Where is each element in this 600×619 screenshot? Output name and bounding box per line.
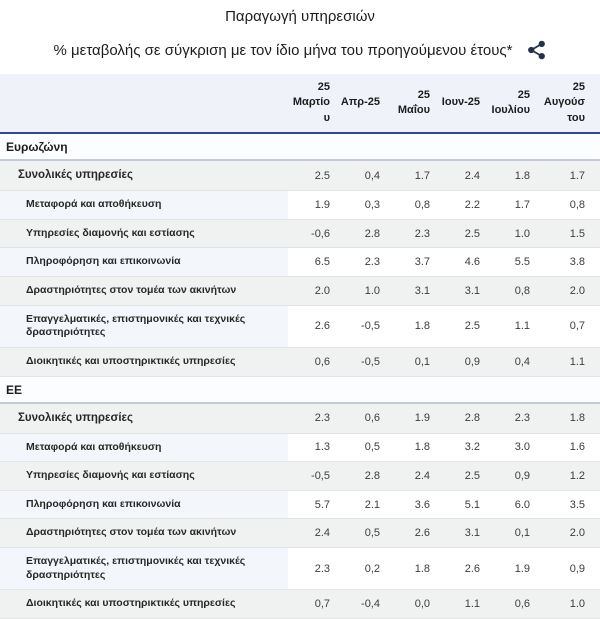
table-row: [0, 191, 600, 220]
subtitle-row: [0, 39, 600, 61]
value-cell: -0,5: [338, 305, 388, 347]
table-subtitle: % μεταβολής σε σύγκριση με τον ίδιο μήνα του προηγούμενου έτους*: [53, 41, 513, 59]
table-row: [0, 519, 600, 548]
value-cell: 1.7: [388, 160, 438, 190]
row-label: Δραστηριότητες στον τομέα των ακινήτων: [0, 277, 288, 306]
value-cell: 0,6: [338, 403, 388, 433]
value-cell: 3.0: [488, 433, 538, 462]
value-cell: 3.7: [388, 248, 438, 277]
table-row: [0, 347, 600, 376]
value-cell: 3.5: [538, 490, 600, 519]
value-cell: 0,3: [338, 191, 388, 220]
value-cell: 6.5: [288, 248, 338, 277]
value-cell: 1.5: [538, 219, 600, 248]
value-cell: 2.4: [288, 519, 338, 548]
value-cell: 2.5: [438, 219, 488, 248]
value-cell: 1.0: [488, 219, 538, 248]
section-label: ΕΕ: [0, 376, 600, 403]
table-row: [0, 490, 600, 519]
value-cell: 1.8: [388, 305, 438, 347]
table-row: [0, 433, 600, 462]
value-cell: 1.8: [488, 160, 538, 190]
value-cell: 2.8: [338, 462, 388, 491]
row-label: Πληροφόρηση και επικοινωνία: [0, 490, 288, 519]
value-cell: 2.5: [438, 305, 488, 347]
value-cell: 5.1: [438, 490, 488, 519]
value-cell: 2.0: [538, 519, 600, 548]
value-cell: 1.0: [538, 590, 600, 619]
value-cell: 3.1: [438, 519, 488, 548]
value-cell: 0,8: [538, 191, 600, 220]
value-cell: 3.1: [388, 277, 438, 306]
value-cell: -0,5: [288, 462, 338, 491]
value-cell: 5.7: [288, 490, 338, 519]
value-cell: 1.1: [438, 590, 488, 619]
value-cell: 2.5: [288, 160, 338, 190]
services-table: [0, 74, 600, 619]
value-cell: 0,8: [488, 277, 538, 306]
value-cell: 1.9: [388, 403, 438, 433]
value-cell: 0,4: [488, 347, 538, 376]
value-cell: 0,6: [288, 347, 338, 376]
value-cell: 1.9: [488, 548, 538, 590]
value-cell: 0,6: [488, 590, 538, 619]
row-label: Συνολικές υπηρεσίες: [0, 160, 288, 190]
row-label: Διοικητικές και υποστηρικτικές υπηρεσίες: [0, 590, 288, 619]
value-cell: 2.3: [388, 219, 438, 248]
column-header: Απρ-25: [338, 74, 388, 133]
value-cell: 2.2: [438, 191, 488, 220]
table-head: [0, 74, 600, 133]
table-row: [0, 403, 600, 433]
value-cell: 1.6: [538, 433, 600, 462]
value-cell: 2.3: [288, 403, 338, 433]
value-cell: 1.0: [338, 277, 388, 306]
row-label: Υπηρεσίες διαμονής και εστίασης: [0, 462, 288, 491]
value-cell: 2.4: [388, 462, 438, 491]
value-cell: 2.0: [538, 277, 600, 306]
value-cell: 0,9: [488, 462, 538, 491]
page-title: Παραγωγή υπηρεσιών: [225, 8, 375, 25]
share-icon: [526, 49, 547, 64]
column-header: Ιουν-25: [438, 74, 488, 133]
column-header: 25 Μαρτίου: [288, 74, 338, 133]
section-label: Ευρωζώνη: [0, 133, 600, 160]
value-cell: 3.2: [438, 433, 488, 462]
table-row: [0, 462, 600, 491]
header-row: [0, 74, 600, 133]
value-cell: 1.1: [538, 347, 600, 376]
row-label: Δραστηριότητες στον τομέα των ακινήτων: [0, 519, 288, 548]
value-cell: 0,4: [338, 160, 388, 190]
value-cell: 4.6: [438, 248, 488, 277]
row-label: Πληροφόρηση και επικοινωνία: [0, 248, 288, 277]
share-button[interactable]: [526, 39, 547, 61]
table-row: [0, 277, 600, 306]
value-cell: 2.0: [288, 277, 338, 306]
value-cell: 0,9: [538, 548, 600, 590]
value-cell: 2.1: [338, 490, 388, 519]
value-cell: -0,5: [338, 347, 388, 376]
row-label: Υπηρεσίες διαμονής και εστίασης: [0, 219, 288, 248]
column-header: 25 Μαΐου: [388, 74, 438, 133]
table-row: [0, 305, 600, 347]
value-cell: 6.0: [488, 490, 538, 519]
section-row: [0, 133, 600, 160]
value-cell: 2.3: [338, 248, 388, 277]
column-header: 25 Αυγούστου: [538, 74, 600, 133]
value-cell: -0,4: [338, 590, 388, 619]
value-cell: 1.8: [388, 548, 438, 590]
value-cell: 0,2: [338, 548, 388, 590]
table-row: [0, 548, 600, 590]
row-label-header: [0, 74, 288, 133]
value-cell: 1.7: [488, 191, 538, 220]
value-cell: 0,5: [338, 519, 388, 548]
value-cell: 2.4: [438, 160, 488, 190]
table-row: [0, 219, 600, 248]
value-cell: 2.6: [288, 305, 338, 347]
row-label: Μεταφορά και αποθήκευση: [0, 191, 288, 220]
value-cell: 3.1: [438, 277, 488, 306]
table-row: [0, 248, 600, 277]
value-cell: 0,1: [488, 519, 538, 548]
value-cell: 1.2: [538, 462, 600, 491]
value-cell: 2.3: [288, 548, 338, 590]
value-cell: 1.9: [288, 191, 338, 220]
value-cell: 0,7: [538, 305, 600, 347]
row-label: Επαγγελματικές, επιστημονικές και τεχνικές δραστηριότητες: [0, 548, 288, 590]
value-cell: 3.6: [388, 490, 438, 519]
value-cell: 0,9: [438, 347, 488, 376]
value-cell: 2.8: [338, 219, 388, 248]
value-cell: 1.1: [488, 305, 538, 347]
value-cell: 1.8: [388, 433, 438, 462]
value-cell: 0,5: [338, 433, 388, 462]
column-header: 25 Ιουλίου: [488, 74, 538, 133]
value-cell: 1.7: [538, 160, 600, 190]
row-label: Συνολικές υπηρεσίες: [0, 403, 288, 433]
row-label: Επαγγελματικές, επιστημονικές και τεχνικές δραστηριότητες: [0, 305, 288, 347]
value-cell: 2.3: [488, 403, 538, 433]
value-cell: 0,1: [388, 347, 438, 376]
table-row: [0, 160, 600, 190]
value-cell: 2.6: [438, 548, 488, 590]
table-row: [0, 590, 600, 619]
value-cell: 2.6: [388, 519, 438, 548]
section-row: [0, 376, 600, 403]
value-cell: 0,8: [388, 191, 438, 220]
value-cell: -0,6: [288, 219, 338, 248]
value-cell: 0,7: [288, 590, 338, 619]
value-cell: 2.8: [438, 403, 488, 433]
row-label: Μεταφορά και αποθήκευση: [0, 433, 288, 462]
value-cell: 1.3: [288, 433, 338, 462]
table-body: [0, 133, 600, 618]
value-cell: 0,0: [388, 590, 438, 619]
value-cell: 2.5: [438, 462, 488, 491]
value-cell: 5.5: [488, 248, 538, 277]
value-cell: 1.8: [538, 403, 600, 433]
row-label: Διοικητικές και υποστηρικτικές υπηρεσίες: [0, 347, 288, 376]
value-cell: 3.8: [538, 248, 600, 277]
